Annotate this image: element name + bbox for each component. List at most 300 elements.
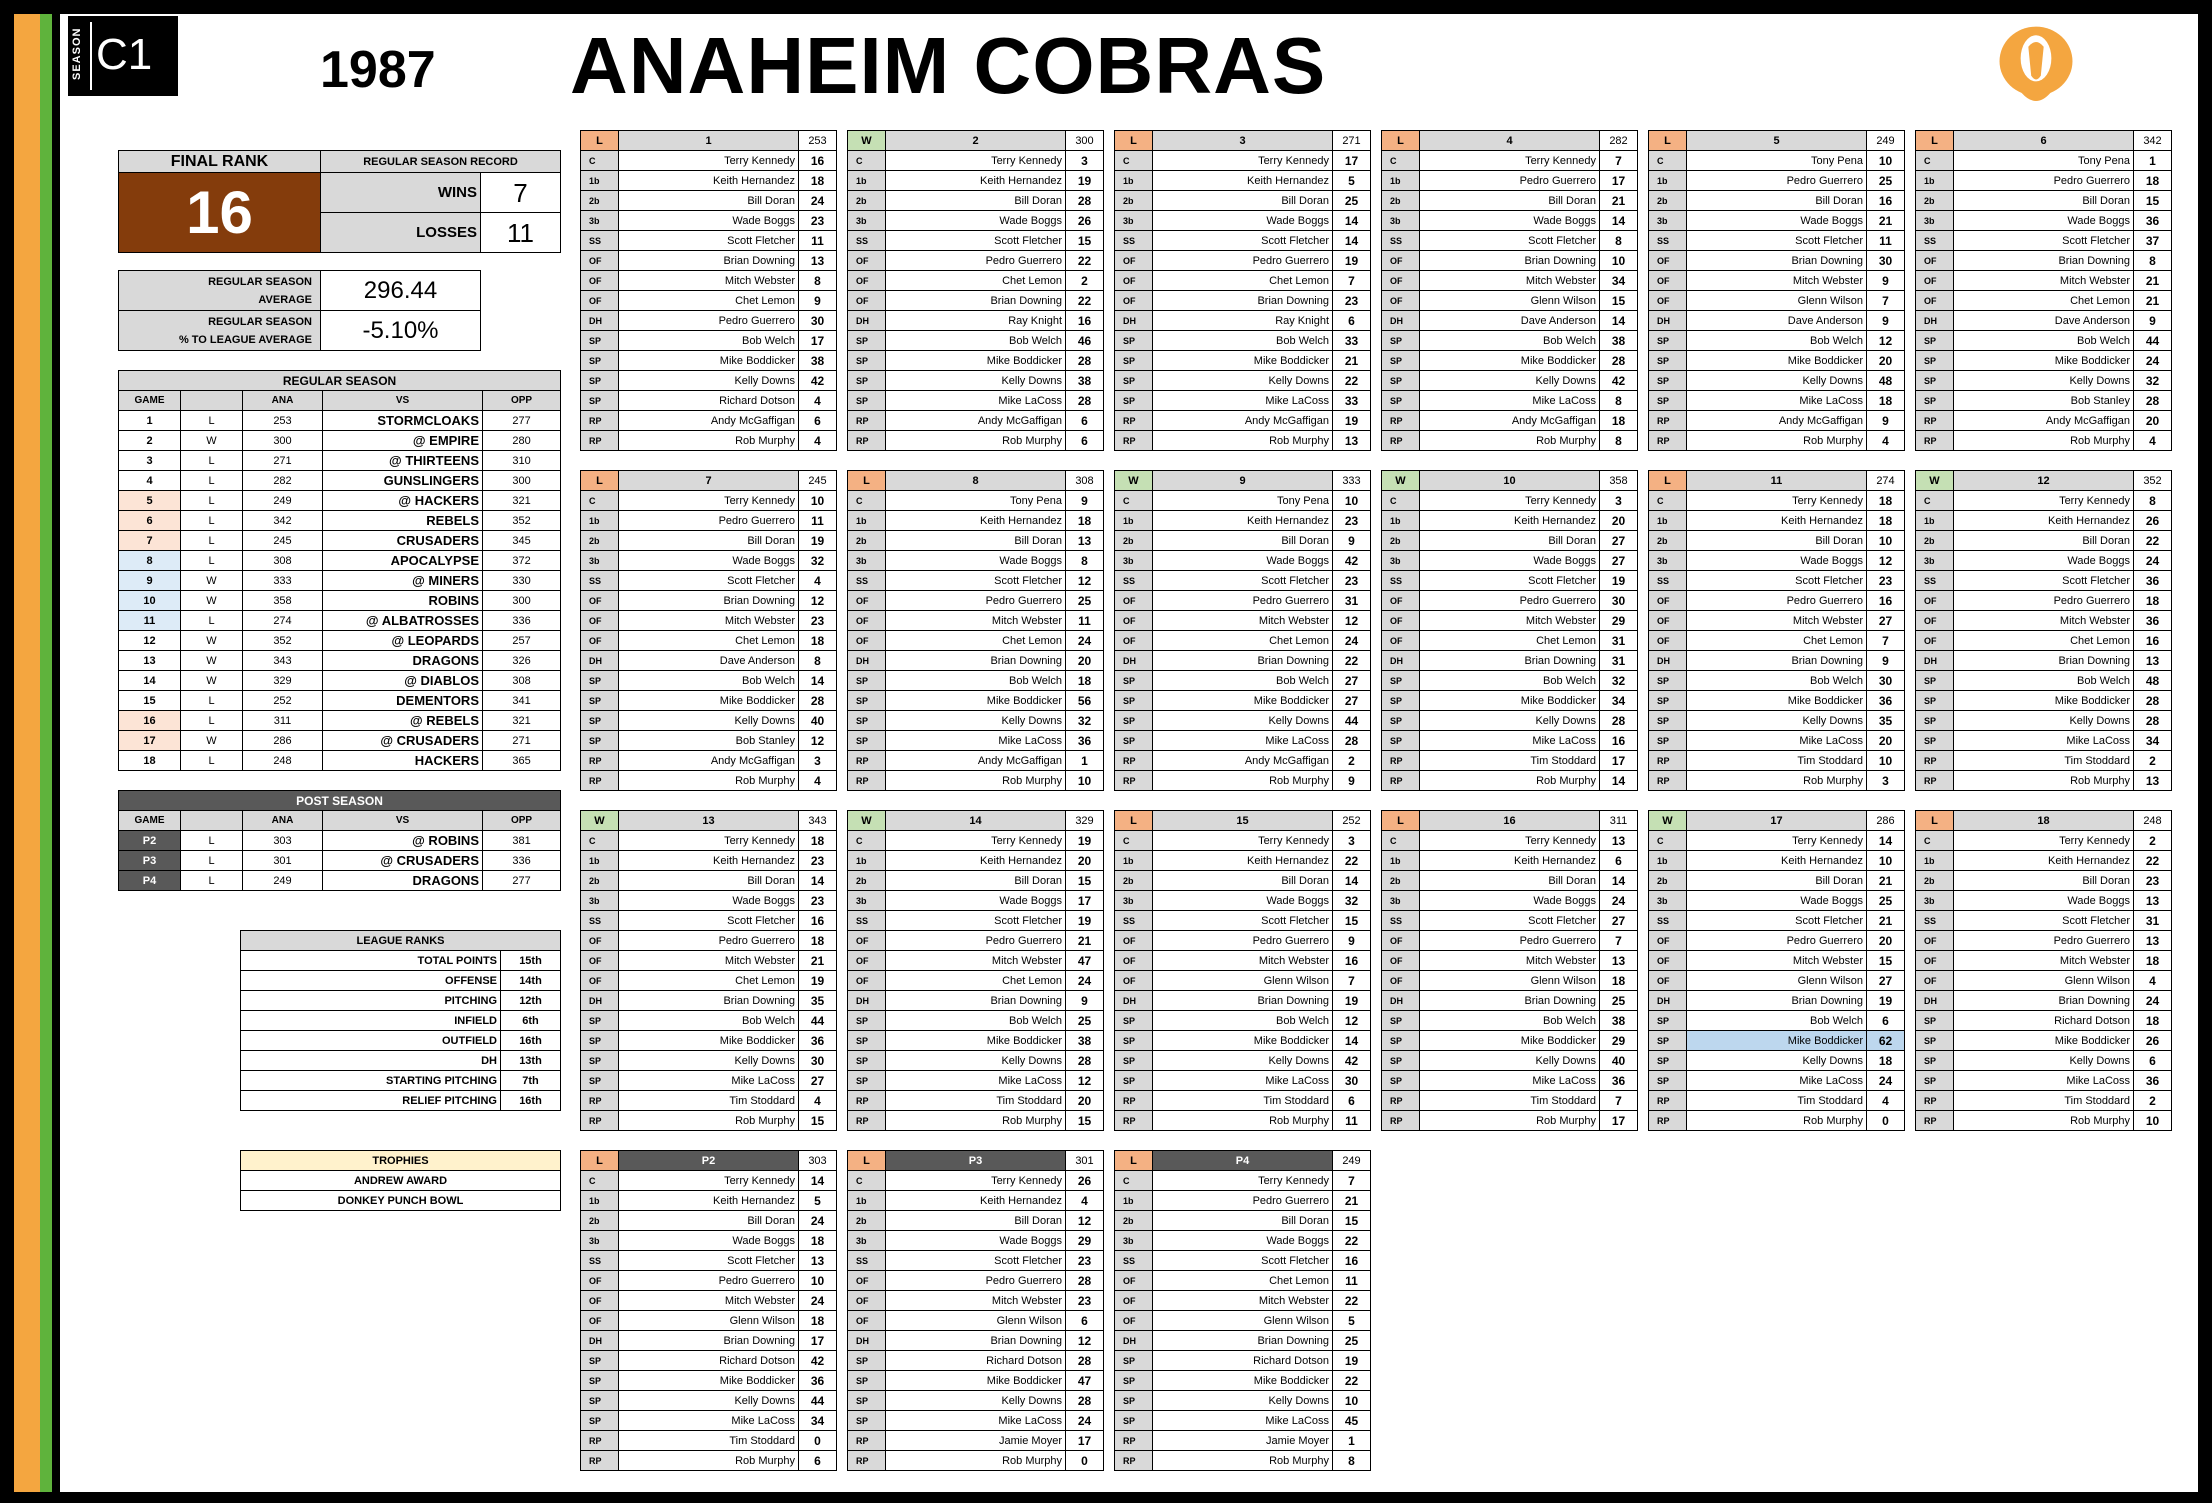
ana-score: 286 (243, 731, 323, 751)
player-name: Bob Welch (619, 671, 799, 691)
game-total: 252 (1333, 811, 1371, 831)
player-points: 13 (1600, 951, 1638, 971)
position: 1b (1115, 511, 1153, 531)
player-name: Scott Fletcher (1954, 571, 2134, 591)
player-points: 37 (2134, 231, 2172, 251)
player-name: Dave Anderson (1954, 311, 2134, 331)
player-points: 22 (1333, 371, 1371, 391)
opp-score: 372 (483, 551, 561, 571)
player-points: 12 (799, 591, 837, 611)
game-total: 301 (1066, 1151, 1104, 1171)
player-name: Mike Boddicker (886, 1031, 1066, 1051)
player-name: Wade Boggs (1420, 891, 1600, 911)
opponent: DRAGONS (323, 871, 483, 891)
player-name: Rob Murphy (886, 431, 1066, 451)
player-name: Mike LaCoss (1954, 731, 2134, 751)
player-points: 44 (799, 1391, 837, 1411)
position: RP (1649, 411, 1687, 431)
opp-score: 345 (483, 531, 561, 551)
player-points: 28 (2134, 711, 2172, 731)
position: RP (1115, 751, 1153, 771)
player-name: Bill Doran (1153, 871, 1333, 891)
game-box-10 (1381, 470, 1638, 791)
schedule-row (119, 731, 561, 751)
player-name: Terry Kennedy (1687, 491, 1867, 511)
player-name: Scott Fletcher (1954, 911, 2134, 931)
player-name: Kelly Downs (886, 711, 1066, 731)
player-name: Kelly Downs (1954, 371, 2134, 391)
player-name: Mike Boddicker (1687, 351, 1867, 371)
player-points: 13 (799, 251, 837, 271)
position: SS (1115, 571, 1153, 591)
position: SP (581, 731, 619, 751)
opponent: HACKERS (323, 751, 483, 771)
position: DH (848, 1331, 886, 1351)
position: SP (1115, 351, 1153, 371)
position: OF (1649, 251, 1687, 271)
position: SP (581, 1371, 619, 1391)
player-name: Andy McGaffigan (1420, 411, 1600, 431)
player-name: Keith Hernandez (886, 1191, 1066, 1211)
game-label: 11 (1687, 471, 1867, 491)
player-name: Bob Welch (1420, 1011, 1600, 1031)
position: SS (848, 231, 886, 251)
position: RP (581, 1431, 619, 1451)
player-name: Kelly Downs (1687, 1051, 1867, 1071)
position: RP (581, 771, 619, 791)
game-number: P2 (119, 831, 181, 851)
player-points: 21 (1333, 351, 1371, 371)
position: C (1115, 151, 1153, 171)
player-points: 24 (1066, 1411, 1104, 1431)
game-result: L (1382, 131, 1420, 151)
player-points: 17 (1333, 151, 1371, 171)
player-name: Dave Anderson (1687, 311, 1867, 331)
player-points: 18 (1066, 511, 1104, 531)
player-name: Glenn Wilson (1420, 291, 1600, 311)
player-name: Jamie Moyer (1153, 1431, 1333, 1451)
player-name: Mitch Webster (619, 271, 799, 291)
position: SP (1916, 691, 1954, 711)
player-points: 28 (1333, 731, 1371, 751)
player-name: Rob Murphy (886, 1111, 1066, 1131)
position: OF (1115, 931, 1153, 951)
player-points: 1 (2134, 151, 2172, 171)
player-points: 32 (1066, 711, 1104, 731)
player-points: 19 (1600, 571, 1638, 591)
player-points: 22 (1333, 851, 1371, 871)
player-name: Mitch Webster (1954, 611, 2134, 631)
player-name: Kelly Downs (619, 1051, 799, 1071)
rank-value: 16th (501, 1031, 561, 1051)
position: SS (848, 571, 886, 591)
schedule-row (119, 431, 561, 451)
player-points: 1 (1066, 751, 1104, 771)
league-ranks-table (240, 930, 561, 1111)
position: 2b (1649, 871, 1687, 891)
player-name: Kelly Downs (1153, 711, 1333, 731)
player-name: Bob Welch (619, 1011, 799, 1031)
player-name: Glenn Wilson (1420, 971, 1600, 991)
player-points: 22 (1333, 651, 1371, 671)
position: SS (1916, 911, 1954, 931)
player-points: 3 (1600, 491, 1638, 511)
player-name: Brian Downing (1153, 1331, 1333, 1351)
position: SP (848, 711, 886, 731)
player-name: Pedro Guerrero (886, 931, 1066, 951)
player-name: Rob Murphy (1954, 431, 2134, 451)
player-name: Bill Doran (619, 1211, 799, 1231)
position: SP (1382, 1031, 1420, 1051)
position: 3b (1916, 551, 1954, 571)
player-name: Glenn Wilson (619, 1311, 799, 1331)
player-name: Rob Murphy (1687, 771, 1867, 791)
game-box-14 (847, 810, 1104, 1131)
position: OF (581, 631, 619, 651)
player-name: Bob Welch (619, 331, 799, 351)
player-name: Chet Lemon (886, 631, 1066, 651)
player-points: 48 (2134, 671, 2172, 691)
player-points: 12 (799, 731, 837, 751)
schedule-row (119, 631, 561, 651)
player-points: 27 (799, 1071, 837, 1091)
player-points: 27 (1333, 671, 1371, 691)
position: SP (581, 351, 619, 371)
player-points: 36 (799, 1371, 837, 1391)
position: SP (1649, 351, 1687, 371)
player-name: Terry Kennedy (619, 1171, 799, 1191)
player-points: 13 (2134, 931, 2172, 951)
position: OF (581, 1291, 619, 1311)
rank-category: INFIELD (241, 1011, 501, 1031)
player-points: 28 (1066, 1051, 1104, 1071)
player-points: 23 (799, 211, 837, 231)
opp-score: 277 (483, 871, 561, 891)
season-label: SEASON (71, 27, 83, 80)
player-points: 16 (799, 151, 837, 171)
game-result: W (581, 811, 619, 831)
schedule-row (119, 491, 561, 511)
player-name: Chet Lemon (886, 971, 1066, 991)
player-points: 9 (1867, 411, 1905, 431)
player-name: Brian Downing (1420, 651, 1600, 671)
player-name: Wade Boggs (619, 1231, 799, 1251)
game-label: 13 (619, 811, 799, 831)
player-points: 13 (2134, 891, 2172, 911)
position: SP (1115, 1351, 1153, 1371)
average-table (118, 270, 481, 351)
player-name: Mitch Webster (1954, 951, 2134, 971)
position: 2b (848, 531, 886, 551)
player-name: Mike LaCoss (1420, 731, 1600, 751)
opponent: DEMENTORS (323, 691, 483, 711)
player-points: 8 (2134, 491, 2172, 511)
player-name: Bill Doran (1420, 191, 1600, 211)
position: SP (848, 691, 886, 711)
player-name: Scott Fletcher (1420, 231, 1600, 251)
position: SP (1649, 1031, 1687, 1051)
position: SP (581, 691, 619, 711)
opponent: ROBINS (323, 591, 483, 611)
position: RP (848, 1451, 886, 1471)
game-result: W (181, 431, 243, 451)
player-name: Tony Pena (1687, 151, 1867, 171)
position: C (1382, 491, 1420, 511)
player-points: 14 (799, 871, 837, 891)
player-points: 10 (1867, 151, 1905, 171)
player-points: 14 (1333, 231, 1371, 251)
player-points: 16 (1867, 191, 1905, 211)
player-name: Rob Murphy (1420, 431, 1600, 451)
position: C (1916, 151, 1954, 171)
position: 1b (581, 1191, 619, 1211)
player-name: Glenn Wilson (1153, 1311, 1333, 1331)
player-name: Bob Welch (1420, 331, 1600, 351)
player-name: Scott Fletcher (1420, 571, 1600, 591)
player-name: Andy McGaffigan (1954, 411, 2134, 431)
position: RP (1916, 411, 1954, 431)
position: OF (848, 1291, 886, 1311)
position: DH (581, 1331, 619, 1351)
player-points: 4 (799, 431, 837, 451)
opp-score: 280 (483, 431, 561, 451)
position: DH (1649, 651, 1687, 671)
position: RP (1382, 751, 1420, 771)
player-name: Rob Murphy (1153, 431, 1333, 451)
record-table (118, 150, 561, 253)
player-name: Rob Murphy (1153, 1451, 1333, 1471)
player-points: 35 (1867, 711, 1905, 731)
position: SP (1115, 691, 1153, 711)
position: OF (1115, 631, 1153, 651)
game-box-18 (1915, 810, 2172, 1131)
season-code: C1 (96, 30, 153, 79)
opp-score: 271 (483, 731, 561, 751)
position: 3b (1382, 891, 1420, 911)
game-label: 3 (1153, 131, 1333, 151)
schedule-row (119, 471, 561, 491)
player-name: Wade Boggs (886, 1231, 1066, 1251)
player-points: 36 (799, 1031, 837, 1051)
player-name: Richard Dotson (619, 1351, 799, 1371)
position: 1b (1649, 171, 1687, 191)
game-box-3 (1114, 130, 1371, 451)
player-points: 15 (1867, 951, 1905, 971)
player-name: Keith Hernandez (1954, 851, 2134, 871)
player-name: Chet Lemon (619, 291, 799, 311)
game-result: L (1649, 471, 1687, 491)
position: OF (1115, 251, 1153, 271)
player-points: 11 (1333, 1271, 1371, 1291)
player-points: 11 (1066, 611, 1104, 631)
game-number: 4 (119, 471, 181, 491)
player-name: Terry Kennedy (1954, 491, 2134, 511)
position: C (1916, 491, 1954, 511)
player-name: Kelly Downs (886, 371, 1066, 391)
game-number: 6 (119, 511, 181, 531)
player-points: 23 (1333, 291, 1371, 311)
schedule-row (119, 531, 561, 551)
player-points: 7 (1600, 931, 1638, 951)
player-name: Scott Fletcher (1954, 231, 2134, 251)
player-points: 33 (1333, 331, 1371, 351)
position: SP (848, 671, 886, 691)
player-name: Bob Welch (886, 671, 1066, 691)
position: 1b (848, 1191, 886, 1211)
ana-score: 300 (243, 431, 323, 451)
game-result: W (181, 731, 243, 751)
position: SS (581, 1251, 619, 1271)
player-points: 28 (1066, 1351, 1104, 1371)
rank-value: 16th (501, 1091, 561, 1111)
player-points: 20 (1600, 511, 1638, 531)
player-name: Richard Dotson (886, 1351, 1066, 1371)
position: OF (1115, 1271, 1153, 1291)
player-points: 3 (1867, 771, 1905, 791)
player-points: 3 (1333, 831, 1371, 851)
player-points: 25 (1333, 191, 1371, 211)
player-name: Bill Doran (1420, 531, 1600, 551)
player-points: 9 (1867, 271, 1905, 291)
player-name: Scott Fletcher (619, 231, 799, 251)
player-points: 14 (1867, 831, 1905, 851)
player-points: 18 (799, 1231, 837, 1251)
position: OF (1115, 971, 1153, 991)
position: 3b (581, 551, 619, 571)
player-name: Keith Hernandez (1420, 851, 1600, 871)
player-name: Mike LaCoss (1420, 1071, 1600, 1091)
position: SP (1649, 671, 1687, 691)
game-number: P3 (119, 851, 181, 871)
regular_season-header: OPP (483, 391, 561, 411)
player-points: 44 (1333, 711, 1371, 731)
player-points: 28 (1066, 191, 1104, 211)
player-points: 18 (2134, 591, 2172, 611)
regular-season-table (118, 370, 561, 771)
player-name: Kelly Downs (1687, 711, 1867, 731)
post_season-header (181, 811, 243, 831)
player-points: 44 (799, 1011, 837, 1031)
game-total: 329 (1066, 811, 1104, 831)
player-name: Chet Lemon (1153, 1271, 1333, 1291)
player-name: Kelly Downs (1153, 1391, 1333, 1411)
game-box-4 (1381, 130, 1638, 451)
player-name: Mike Boddicker (1153, 351, 1333, 371)
position: SS (1649, 571, 1687, 591)
player-points: 17 (1600, 751, 1638, 771)
player-points: 15 (1333, 911, 1371, 931)
position: SP (1115, 1031, 1153, 1051)
player-name: Scott Fletcher (1420, 911, 1600, 931)
average-label-1: REGULAR SEASON (208, 275, 312, 288)
player-name: Bill Doran (886, 1211, 1066, 1231)
position: 3b (848, 551, 886, 571)
position: SS (1382, 571, 1420, 591)
position: RP (1115, 1091, 1153, 1111)
player-points: 6 (1066, 1311, 1104, 1331)
player-points: 27 (1600, 531, 1638, 551)
position: SP (1916, 1071, 1954, 1091)
player-points: 24 (1600, 891, 1638, 911)
game-result: L (181, 411, 243, 431)
player-points: 22 (2134, 531, 2172, 551)
position: DH (1382, 991, 1420, 1011)
player-name: Mitch Webster (886, 611, 1066, 631)
position: SP (581, 1051, 619, 1071)
opp-score: 365 (483, 751, 561, 771)
player-name: Mike Boddicker (1420, 351, 1600, 371)
player-points: 22 (2134, 851, 2172, 871)
game-result: W (848, 811, 886, 831)
game-result: W (1916, 471, 1954, 491)
position: RP (1916, 1111, 1954, 1131)
player-points: 31 (1333, 591, 1371, 611)
player-points: 26 (1066, 211, 1104, 231)
position: DH (1916, 651, 1954, 671)
position: RP (1916, 1091, 1954, 1111)
player-name: Brian Downing (1954, 251, 2134, 271)
ana-score: 252 (243, 691, 323, 711)
player-points: 12 (1333, 611, 1371, 631)
game-box-15 (1114, 810, 1371, 1131)
player-name: Pedro Guerrero (1687, 171, 1867, 191)
rank-value: 15th (501, 951, 561, 971)
position: C (581, 1171, 619, 1191)
player-points: 12 (1066, 1331, 1104, 1351)
position: SP (581, 391, 619, 411)
player-name: Mike Boddicker (886, 691, 1066, 711)
player-name: Scott Fletcher (1153, 911, 1333, 931)
player-name: Keith Hernandez (886, 171, 1066, 191)
position: SP (1649, 711, 1687, 731)
player-points: 4 (799, 771, 837, 791)
player-name: Mike Boddicker (1420, 691, 1600, 711)
pct-label (119, 311, 321, 351)
player-points: 26 (2134, 511, 2172, 531)
opponent: GUNSLINGERS (323, 471, 483, 491)
player-name: Mitch Webster (1954, 271, 2134, 291)
position: SP (581, 1411, 619, 1431)
player-points: 8 (799, 651, 837, 671)
position: OF (1649, 271, 1687, 291)
game-box-6 (1915, 130, 2172, 451)
player-name: Keith Hernandez (1153, 851, 1333, 871)
position: SP (1916, 731, 1954, 751)
position: DH (581, 311, 619, 331)
player-name: Kelly Downs (1954, 711, 2134, 731)
player-points: 40 (799, 711, 837, 731)
player-points: 34 (1600, 691, 1638, 711)
player-points: 38 (1600, 331, 1638, 351)
position: SP (848, 391, 886, 411)
player-name: Kelly Downs (619, 1391, 799, 1411)
player-points: 8 (1600, 391, 1638, 411)
player-name: Pedro Guerrero (1954, 931, 2134, 951)
position: SP (581, 671, 619, 691)
player-points: 18 (1867, 511, 1905, 531)
position: DH (848, 311, 886, 331)
game-result: L (581, 1151, 619, 1171)
player-points: 1 (1333, 1431, 1371, 1451)
player-points: 21 (1066, 931, 1104, 951)
player-name: Mike Boddicker (619, 1371, 799, 1391)
player-name: Bill Doran (1153, 531, 1333, 551)
opponent: REBELS (323, 511, 483, 531)
position: SP (1649, 1011, 1687, 1031)
player-name: Bob Welch (1153, 671, 1333, 691)
player-points: 25 (1333, 1331, 1371, 1351)
position: OF (581, 271, 619, 291)
